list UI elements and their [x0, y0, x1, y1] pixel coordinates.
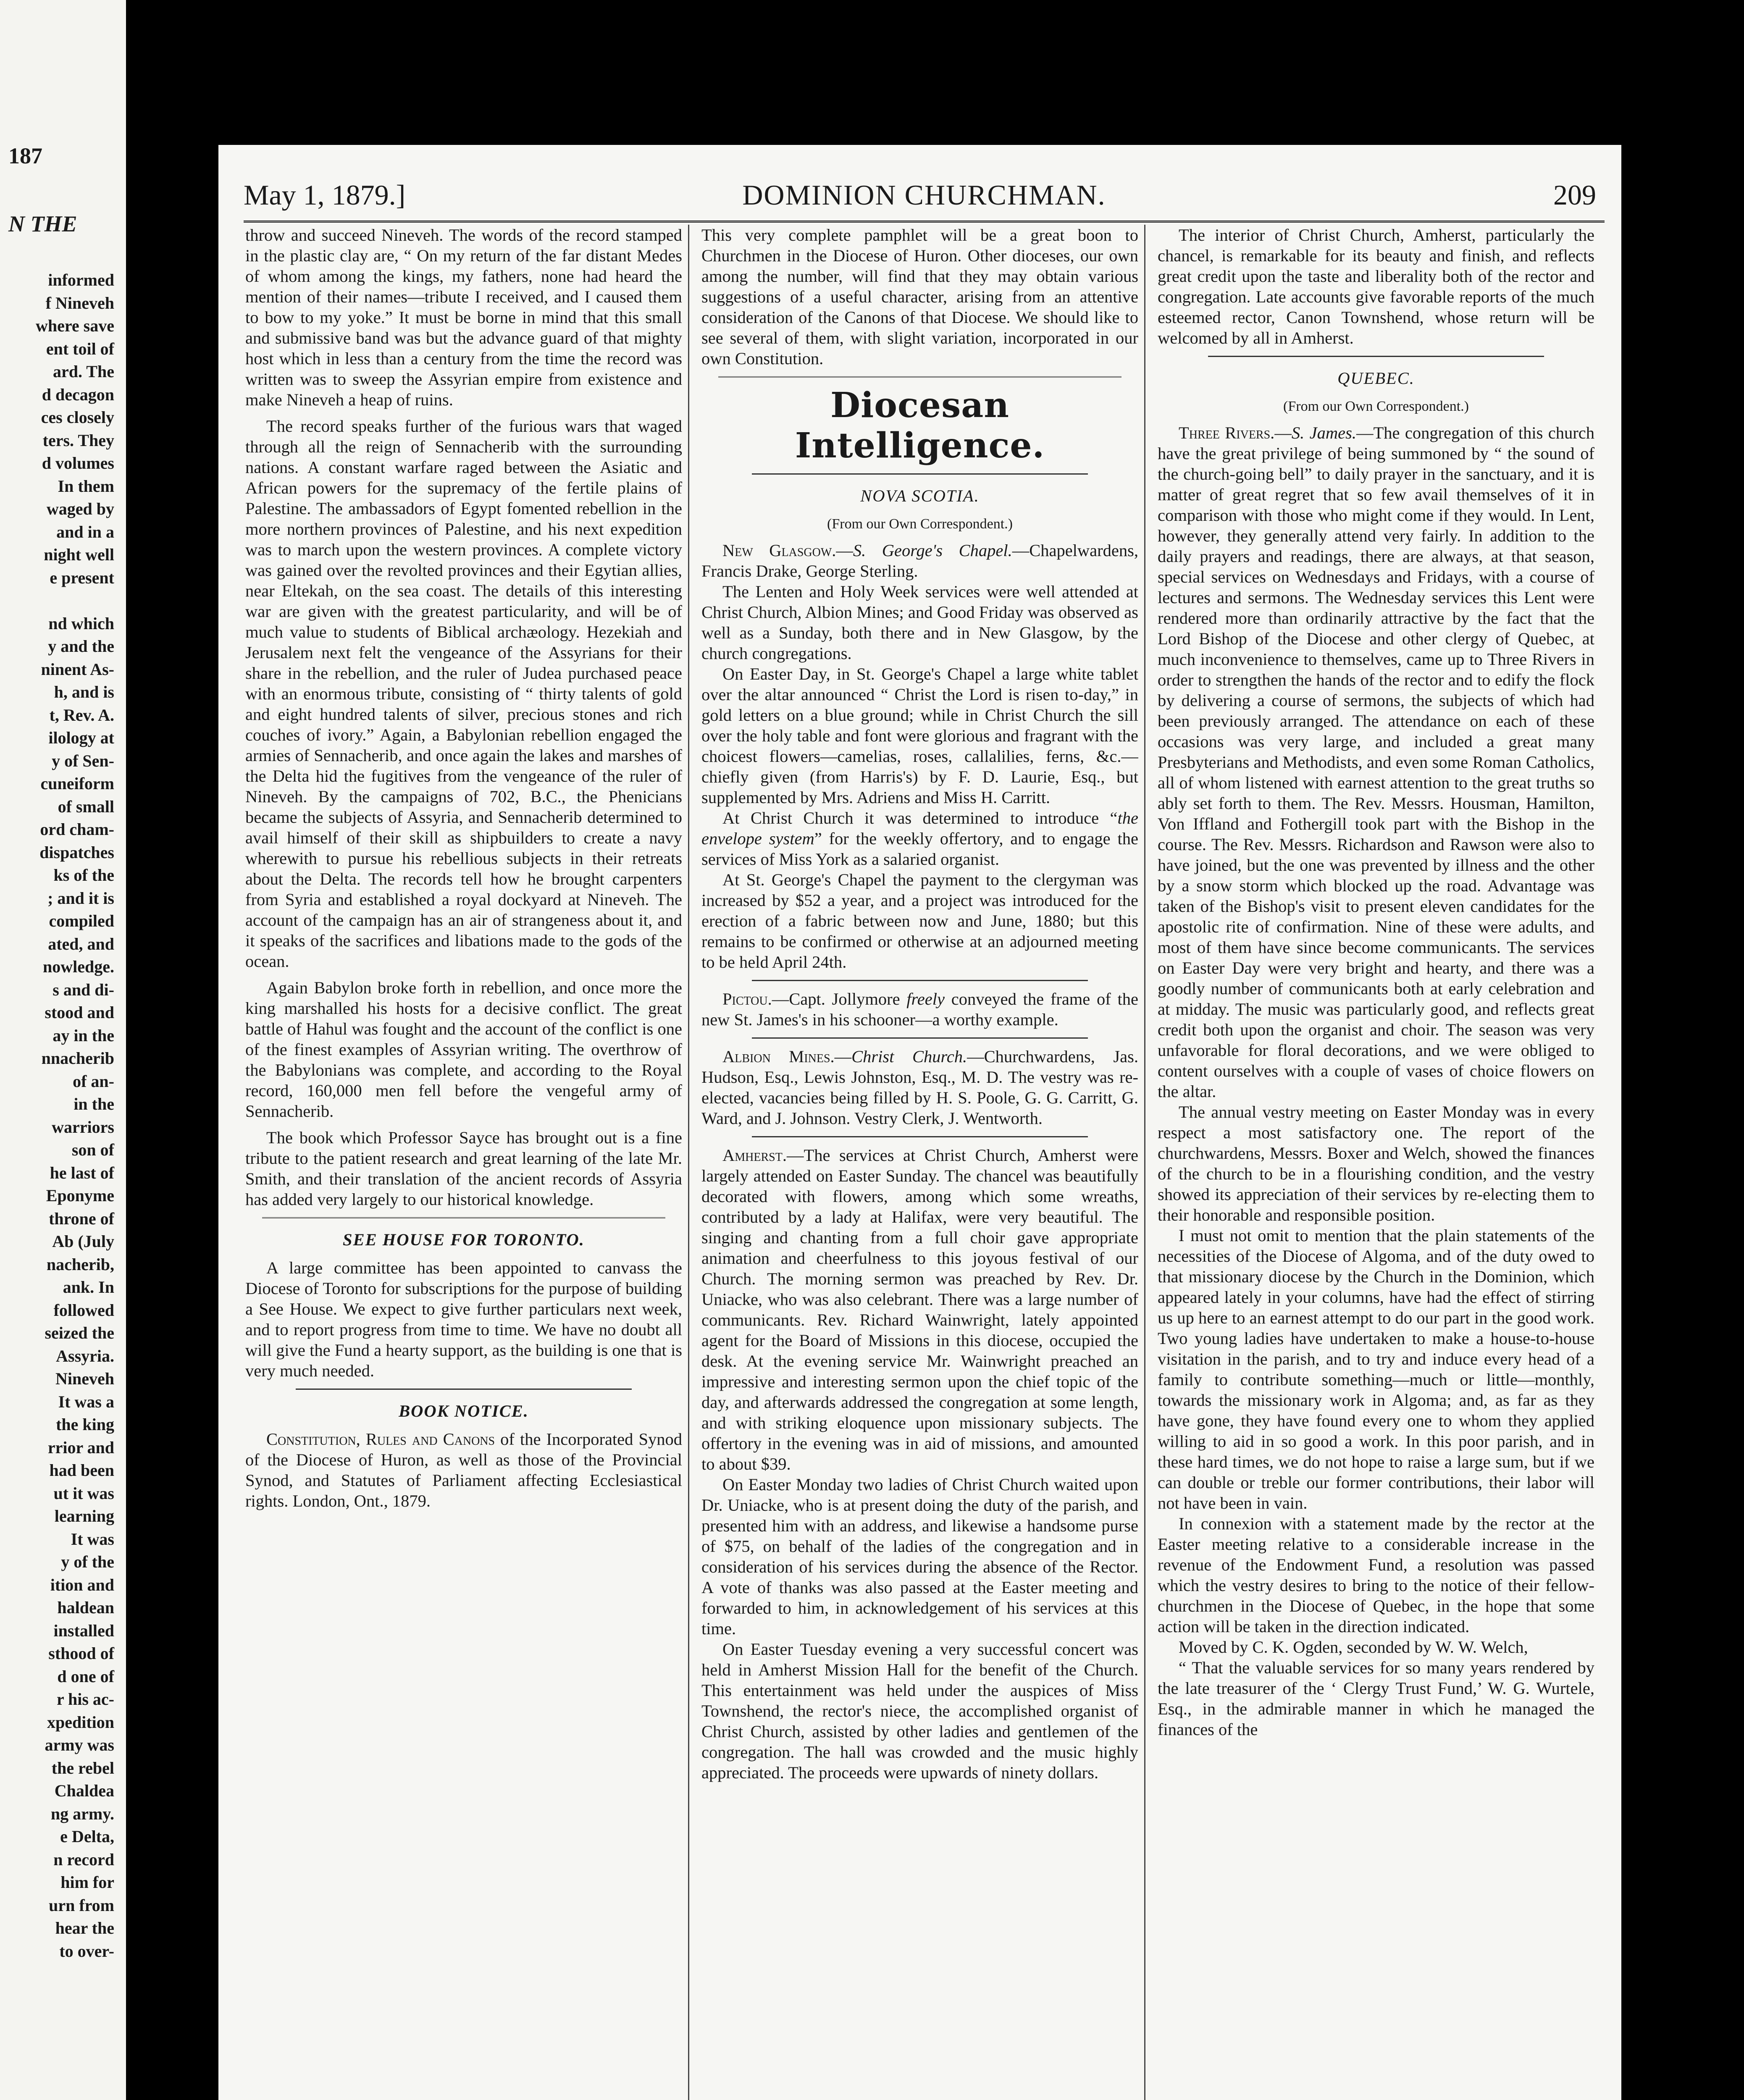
facing-page-line: the king [56, 1415, 114, 1434]
facing-page-line: night well [44, 545, 114, 564]
news-item: Moved by C. K. Ogden, seconded by W. W. Welch, [1179, 1638, 1528, 1656]
facing-page-line: dispatches [39, 843, 114, 862]
facing-page-line: nowledge. [43, 957, 114, 976]
facing-page-line: y of the [61, 1552, 114, 1571]
article-paragraph: Again Babylon broke forth in rebellion, and once more the king marshalled his hosts for a decisive conflict. The great battle of Hahul was fought and the account of the conflict is one of the finest examples of Assyrian writing. The overthrow of the Babylonians was complete, and according to the Royal record, 160,000 men fell before the vengeful army of Sennacherib. [245, 978, 682, 1121]
book-notice-title: Constitution, Rules and Canons [266, 1430, 495, 1449]
news-text: ” for the weekly offertory, and to engage the services of Miss York as a salaried organist. [701, 829, 1138, 869]
facing-page-line: In them [58, 476, 114, 496]
section-rule [752, 473, 1088, 475]
book-notice-text: of the Incorporated Synod of the Diocese of Huron, as well as those of the Provincial Synod, and Statutes of Parliament affecting Ecclesiastical rights. London, Ont., 1879. [245, 1430, 682, 1510]
place-name: Albion Mines. [722, 1047, 835, 1066]
facing-page-line: warriors [52, 1117, 114, 1137]
facing-page-line: r his ac- [56, 1690, 114, 1709]
facing-page-line: y of Sen- [52, 751, 114, 770]
news-text: At Christ Church it was determined to introduce “ [722, 808, 1118, 827]
news-item: The Lenten and Holy Week services were well attended at Christ Church, Albion Mines; and Good Friday was observed as well as a Sunday, both there and in New Glasgow, by the church congregations. [701, 582, 1138, 663]
column-2 [701, 225, 1138, 2100]
facing-page-line: stood and [45, 1003, 114, 1022]
facing-page-running-head: N THE [8, 211, 77, 236]
facing-page-line: compiled [49, 911, 114, 930]
news-item: On Easter Tuesday evening a very successful concert was held in Amherst Mission Hall for the benefit of the Church. This entertainment was held under the auspices of Miss Townshend, the rector's niece, the accomplished organist of Christ Church, assisted by other ladies and gentlemen of the congregation. The hall was crowded and the music highly appreciated. The proceeds were upwards of ninety dollars. [701, 1640, 1138, 1782]
facing-page-line: d decagon [42, 385, 114, 404]
facing-page-line: It was a [58, 1392, 114, 1411]
facing-page-line: ition and [50, 1575, 114, 1594]
book-notice-heading: BOOK NOTICE. [399, 1402, 529, 1420]
church-name: Christ Church. [851, 1047, 967, 1066]
facing-page-line: Nineveh [55, 1369, 114, 1388]
facing-page-line: cuneiform [40, 774, 114, 793]
column-divider [1144, 225, 1145, 2100]
facing-page-line: ninent As- [41, 659, 114, 679]
see-house-heading: SEE HOUSE FOR TORONTO. [343, 1230, 585, 1249]
facing-page-header [8, 143, 77, 237]
news-text: —Capt. Jollymore [772, 990, 907, 1008]
scan-border [1621, 0, 1744, 2100]
facing-page-line: haldean [57, 1598, 114, 1617]
facing-page-line: ated, and [48, 934, 114, 953]
facing-page-line: seized the [45, 1323, 114, 1342]
column-divider [688, 225, 689, 2100]
article-paragraph: The book which Professor Sayce has brought out is a fine tribute to the patient research and great learning of the late Mr. Smith, and their translation of the ancient records of Assyria has added very largely to our historical knowledge. [245, 1128, 682, 1209]
facing-page-line: throne of [49, 1209, 114, 1228]
place-name: New Glasgow. [722, 541, 836, 560]
facing-page-line: nacherib, [46, 1255, 114, 1274]
news-item: “ That the valuable services for so many years rendered by the late treasurer of the ‘ Clergy Trust Fund,’ W. G. Wurtele, Esq., in the admirable manner in which he managed the finances of the [1158, 1658, 1594, 1739]
news-emphasis: freely [906, 990, 945, 1008]
facing-page-line: y and the [48, 637, 114, 656]
column-1 [245, 225, 682, 2100]
church-name: S. George's Chapel. [853, 541, 1012, 560]
news-item [701, 808, 1138, 869]
facing-page-line: n record [53, 1850, 114, 1869]
facing-page-line: Assyria. [56, 1346, 114, 1365]
news-item [701, 1145, 1138, 1474]
facing-page-line: ord cham- [40, 820, 114, 839]
news-item: On Easter Day, in St. George's Chapel a large white tablet over the altar announced “ Christ the Lord is risen to-day,” in gold letters on a blue ground; while in Christ Church the sill over the holy table and font were glorious and fragrant with the choicest flowers—camelias, roses, callalilies, ferns, &c.—chiefly given (from Harris's) by F. D. Laurie, Esq., but supplemented by Mrs. Adriens and Miss H. Carritt. [701, 664, 1138, 807]
facing-page-line: ilology at [48, 728, 114, 747]
facing-page-line: d volumes [42, 454, 114, 472]
section-rule [262, 1217, 665, 1218]
correspondent-note: (From our Own Correspondent.) [827, 516, 1013, 532]
facing-page-line: ; and it is [47, 888, 114, 908]
masthead [244, 170, 1605, 220]
page-number: 209 [1553, 179, 1596, 211]
place-name: Three Rivers. [1179, 423, 1275, 442]
facing-page-line: f Nineveh [45, 293, 114, 312]
book-gutter [126, 0, 223, 2100]
news-text: —Chapelwardens, Francis Drake, George Sterling. [701, 541, 1138, 580]
see-house-paragraph: A large committee has been appointed to canvass the Diocese of Toronto for subscriptions for the purpose of building a See House. We expect to give further particulars next week, and to report progress from time to time. We have no doubt all will give the Fund a hearty support, as the building is one that is very much needed. [245, 1258, 682, 1380]
article-paragraph: The interior of Christ Church, Amherst, particularly the chancel, is remarkable for its beauty and finish, and reflects great credit upon the taste and liberality both of the rector and congregation. Late accounts give favorable reports of the much esteemed rector, Canon Townshend, whose return will be welcomed by all in Amherst. [1158, 226, 1594, 347]
issue-date: May 1, 1879.] [244, 179, 406, 211]
facing-page-line: nnacherib [41, 1049, 114, 1068]
news-item: The annual vestry meeting on Easter Monday was in every respect a most satisfactory one. The report of the churchwardens, Messrs. Boxer and Welch, showed the finances of the church to be in a flourishing condition, and the vestry showed its appreciation of their services by re-electing them to their honorable and responsible position. [1158, 1102, 1594, 1224]
facing-page-strip [0, 0, 126, 2100]
news-text: conveyed the frame of the new St. James's in his schooner—a worthy example. [701, 990, 1138, 1029]
facing-page-line: of small [58, 797, 114, 816]
section-rule [296, 1389, 632, 1390]
facing-page-line: s and di- [53, 980, 114, 999]
news-text: —Churchwardens, Jas. Hudson, Esq., Lewis Johnston, Esq., M. D. The vestry was re-elected, vacancies being filled by H. S. Poole, G. G. Carritt, G. Ward, and J. Johnson. Vestry Clerk, J. Wentworth. [701, 1047, 1138, 1128]
facing-page-line: in the [74, 1095, 114, 1113]
facing-page-line: ut it was [53, 1483, 114, 1503]
article-paragraph: This very complete pamphlet will be a great boon to Churchmen in the Diocese of Huron. Other dioceses, our own among the number, will find that they may obtain various suggestions of a useful character, arising from an attentive consideration of the Canons of that Diocese. We should like to see several of them, with slight variation, incorporated in our own Constitution. [701, 226, 1138, 368]
news-item: Albion Mines.—Christ Church.—Churchwardens, Jas. Hudson, Esq., Lewis Johnston, Esq., M. D. The vestry was re-elected, vacancies being filled by H. S. Poole, G. G. Carritt, G. Ward, and J. Johnson. Vestry Clerk, J. Wentworth. [701, 1047, 1138, 1128]
facing-page-line: e present [50, 568, 114, 587]
article-paragraph: throw and succeed Nineveh. The words of the record stamped in the plastic clay are, “ On my return of the far distant Medes of whom among the kings, my fathers, none had heard the mention of their names—tribute I received, and I caused them to bow to my yoke.” It must be borne in mind that this small and submissive band was but the advance guard of that mighty host which in less than a century from the time the record was written was to sweep the Assyrian empire from existence and make Nineveh a heap of ruins. [245, 226, 682, 409]
facing-page-line: ters. They [42, 430, 114, 450]
item-rule [752, 980, 1088, 981]
quebec-heading: QUEBEC. [1337, 369, 1415, 388]
facing-page-line: e Delta, [60, 1827, 114, 1846]
section-rule [718, 376, 1122, 378]
paper-title: DOMINION CHURCHMAN. [742, 179, 1106, 211]
facing-page-number: 187 [8, 143, 42, 168]
facing-page-line: Eponyme [46, 1186, 114, 1205]
facing-page-text [0, 269, 120, 1963]
news-item: In connexion with a statement made by the rector at the Easter meeting relative to a considerable increase in the revenue of the Endowment Fund, a resolution was passed which the vestry desires to bring to the notice of their fellow-churchmen in the Diocese of Quebec, in the hope that some action will be taken in the direction indicated. [1158, 1514, 1594, 1636]
facing-page-line: the rebel [51, 1758, 114, 1777]
facing-page-line: Ab (July [52, 1232, 114, 1251]
facing-page-line: rrior and [47, 1438, 114, 1457]
correspondent-note: (From our Own Correspondent.) [1283, 399, 1469, 414]
item-rule [752, 1136, 1088, 1137]
facing-page-line: sthood of [48, 1644, 114, 1663]
facing-page-line: ard. The [53, 362, 114, 381]
facing-page-line: ank. In [63, 1278, 114, 1297]
facing-page-line: xpedition [47, 1712, 114, 1732]
place-name: Amherst. [722, 1146, 787, 1165]
facing-page-line: army was [45, 1735, 114, 1754]
facing-page-line: hear the [55, 1919, 114, 1937]
news-text: —The congregation of this church have the great privilege of being summoned by “ the sound of the church-going bell” to daily prayer in the sanctuary, and it is matter of great regret that so few avail themselves of it in comparison with those who might come if they would. In Lent, however, they generally attend very fairly. In addition to the daily prayers and readings, there are always, at that season, special services on Wednesdays and Fridays, with a course of lectures and sermons. The Wednesday services this Lent were rendered more than ordinarily attractive by the fact that the Lord Bishop of the Diocese and other clergy of Quebec, at much inconvenience to themselves, came up to Three Rivers in order to strengthen the hands of the rector and to edify the flock by delivering a course of sermons, the subjects of which had been previously arranged. The attendance on each of these occasions was very large, and included a great many Presbyterians and Methodists, and even some Roman Catholics, all of whom listened with earnest attention to the great truths so ably set forth to them. The Rev. Messrs. Housman, Hamilton, Von Iffland and Fothergill took part with the Bishop in the course. The Rev. Messrs. Richardson and Rawson were also to have joined, but the one was prevented by illness and the other by a snow storm which blocked up the road. Advantage was taken of the Bishop's visit to present eleven candidates for the apostolic rite of confirmation. Nine of these were adults, and most of them have since become communicants. The services on Easter Day were very bright and hearty, and there was a goodly number of communicants both at early celebration and at midday. The music was particularly good, and reflects great credit both upon the organist and choir. The season was very unfavorable for floral decorations, and we were obliged to content ourselves with a couple of vases of choice flowers on the altar. [1158, 423, 1594, 1101]
facing-page-line: installed [53, 1621, 114, 1640]
facing-page-line: and in a [56, 522, 114, 541]
facing-page-line: had been [49, 1461, 114, 1480]
book-notice-paragraph [245, 1429, 682, 1511]
facing-page-line: of an- [73, 1071, 114, 1091]
church-name: S. James. [1291, 423, 1356, 442]
article-paragraph: The record speaks further of the furious wars that waged through all the reign of Sennacherib with the surrounding nations. A constant warfare raged between the Asiatic and African powers for the supremacy of the fertile plains of Palestine. The ambassadors of Egypt fomented rebellion in the more northern provinces of Palestine, and his next expedition was to march upon the western provinces. A complete victory was gained over the revolted provinces and their Egytian allies, near Eltekah, on the sea coast. The details of this interesting war are given with the greatest particularity, and will be of much value to students of Biblical archæology. Hezekiah and Jerusalem next felt the vengeance of the Assyrians for their share in the rebellion, and the ruler of Judea purchased peace with an enormous tribute, consisting of “ thirty talents of gold and eight hundred talents of silver, precious stones and rich couches of ivory.” Again, a Babylonian rebellion engaged the armies of Sennacherib, and once again the lakes and marshes of the Delta hid the fugitives from the vengeance of the ruler of Nineveh. By the campaigns of 702, B.C., the Phenicians became the subjects of Assyria, and Sennacherib determined to avail himself of their skill as shipbuilders to create a navy wherewith to pursue his rebellious subjects in their retreats about the Delta. The records tell how he brought carpenters from Syria and established a royal dockyard at Nineveh. The account of the campaign has an air of strangeness about it, and it speaks of the sacrifices and libations made to the gods of the ocean. [245, 417, 682, 971]
news-item: At St. George's Chapel the payment to the clergyman was increased by $52 a year, and a project was introduced for the erection of a fabric between now and June, 1880; but this remains to be confirmed or otherwise at an adjourned meeting to be held April 24th. [701, 870, 1138, 971]
item-rule [752, 1037, 1088, 1039]
facing-page-line: nd which [48, 614, 114, 633]
facing-page-line: ces closely [41, 408, 114, 427]
facing-page-line: followed [53, 1300, 114, 1320]
news-item: I must not omit to mention that the plain statements of the necessities of the Diocese of Algoma, and of the duty owed to that missionary diocese by the Church in the Dominion, which appeared lately in your columns, have had the effect of stirring us up here to an earnest attempt to do our part in the good work. Two young ladies have undertaken to make a house-to-house visitation in the parish, and to try and induce every head of a family to contribute something—much or little—monthly, towards the missionary work in Algoma; and, as far as they have gone, they have found every one to whom they applied willing to aid in so good a work. In this poor parish, and in these hard times, we do not hope to raise a large sum, but if we can double or treble our former contributions, their labor will not have been in vain. [1158, 1226, 1594, 1512]
news-item: Three Rivers.—S. James.—The congregation of this church have the great privilege of being summoned by “ the sound of the church-going bell” to daily prayer in the sanctuary, and it is matter of great regret that so few avail themselves of it in comparison with those who might come if they would. In Lent, however, they generally attend very fairly. In addition to the daily prayers and readings, there are always, at that season, special services on Wednesdays and Fridays, with a course of lectures and sermons. The Wednesday services this Lent were rendered more than ordinarily attractive by the fact that the Lord Bishop of the Diocese and other clergy of Quebec, at much inconvenience to themselves, came up to Three Rivers in order to strengthen the hands of the rector and to edify the flock by delivering a course of sermons, the subjects of which had been previously arranged. The attendance on each of these occasions was very large, and included a great many Presbyterians and Methodists, and even some Roman Catholics, all of whom listened with earnest attention to the great truths so ably set forth to them. The Rev. Messrs. Housman, Hamilton, Von Iffland and Fothergill took part with the Bishop in the course. The Rev. Messrs. Richardson and Rawson were also to have joined, but the one was prevented by illness and the other by a snow storm which blocked up the road. Advantage was taken of the Bishop's visit to present eleven candidates for the apostolic rite of confirmation. Nine of these were adults, and most of them have since become communicants. The services on Easter Day were very bright and hearty, and there was a goodly number of communicants both at early celebration and at midday. The music was particularly good, and reflects great credit both upon the organist and choir. The season was very unfavorable for floral decorations, and we were obliged to content ourselves with a couple of vases of choice flowers on the altar. [1158, 423, 1594, 1101]
facing-page-line: ks of the [53, 866, 114, 885]
facing-page-line: urn from [49, 1895, 114, 1915]
facing-page-line [0, 589, 120, 612]
news-item: New Glasgow.—S. George's Chapel.—Chapelwardens, Francis Drake, George Sterling. [701, 541, 1138, 580]
facing-page-line: It was [71, 1529, 114, 1549]
facing-page-line: ent toil of [46, 339, 114, 358]
facing-page-line: him for [60, 1873, 114, 1892]
facing-page-line: informed [48, 270, 114, 289]
facing-page-line: son of [71, 1140, 114, 1159]
facing-page-line: waged by [46, 499, 114, 518]
facing-page-line: h, and is [54, 682, 114, 701]
nova-scotia-heading: NOVA SCOTIA. [860, 486, 980, 505]
news-emphasis: the envelope system [701, 808, 1138, 848]
facing-page-line: he last of [50, 1163, 114, 1182]
facing-page-line: to over- [59, 1941, 114, 1961]
news-text: —The services at Christ Church, Amherst were largely attended on Easter Sunday. The chancel was beautifully decorated with flowers, among which some wreaths, contributed by a lady at Halifax, were very beautiful. The singing and chanting from a full choir gave appropriate animation and cheerfulness to this joyous festival of our Church. The morning sermon was preached by Rev. Dr. Uniacke, who was also celebrant. There was a large number of communicants. Rev. Richard Wainwright, lately appointed agent for the Board of Missions in this diocese, occupied the desk. At the evening service Mr. Wainwright preached an impressive and interesting sermon upon the chief topic of the day, and afterwards addressed the congregation at some length, and with striking eloquence upon missionary subjects. The offertory in the evening was in aid of missions, and amounted to about $39. [701, 1146, 1138, 1473]
header-rule [244, 220, 1605, 223]
facing-page-line: where save [36, 316, 114, 335]
facing-page-line: learning [54, 1507, 114, 1525]
newspaper-page [218, 145, 1621, 2100]
facing-page-line: t, Rev. A. [49, 705, 114, 724]
section-rule [1208, 356, 1544, 357]
facing-page-line: Chaldea [54, 1781, 114, 1800]
facing-page-line: ay in the [53, 1026, 114, 1045]
facing-page-line: ng army. [50, 1804, 114, 1823]
news-item: On Easter Monday two ladies of Christ Church waited upon Dr. Uniacke, who is at present doing the duty of the parish, and presented him with an address, and likewise a handsome purse of $75, on behalf of the ladies of the congregation and in consideration of his services during the absence of the Rector. A vote of thanks was also passed at the Easter meeting and forwarded to him, in acknowledgement of his services at this time. [701, 1475, 1138, 1638]
column-3 [1158, 225, 1594, 2100]
place-name: Pictou. [722, 990, 772, 1008]
facing-page-line: d one of [57, 1667, 114, 1686]
section-title: Diocesan Intelligence. [795, 385, 1045, 466]
news-item [701, 989, 1138, 1030]
